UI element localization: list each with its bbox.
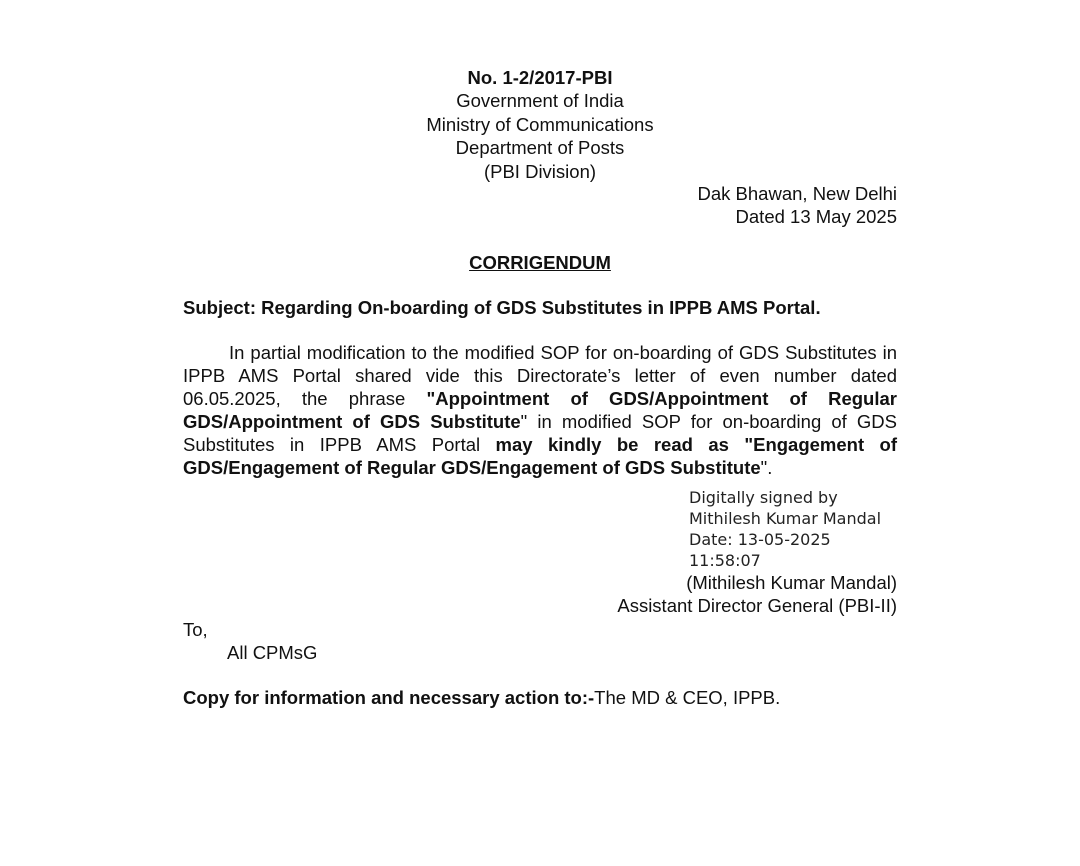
new-phrase: may kindly be read as "Engagement of GDS/Engagement of Regular GDS/Engagement of GDS Substitute	[183, 433, 897, 478]
signature-line-4: 11:58:07	[689, 551, 761, 570]
signatory-name: (Mithilesh Kumar Mandal)	[686, 572, 897, 593]
department-line: Department of Posts	[455, 137, 625, 159]
body-text-part2: " in modified SOP for on-boarding of GDS Substitutes in IPPB AMS Portal	[183, 410, 897, 455]
reference-number: No. 1-2/2017-PBI	[467, 67, 613, 88]
body-text-part3: ".	[760, 456, 773, 478]
old-phrase: "Appointment of GDS/Appointment of Regular GDS/Appointment of GDS Substitute	[183, 387, 897, 432]
signatory-designation: Assistant Director General (PBI-II)	[617, 595, 897, 617]
place-date-block	[698, 182, 897, 229]
copy-to-label: Copy for information and necessary action to:-	[183, 687, 595, 708]
recipient-line: All CPMsG	[227, 642, 318, 663]
signatory-block	[617, 571, 897, 618]
date-line: Dated 13 May 2025	[735, 206, 897, 228]
copy-to-line	[183, 686, 780, 709]
document-title: CORRIGENDUM	[469, 252, 611, 273]
body-text-part1: In partial modification to the modified SOP for on-boarding of GDS Substitutes in IPPB AMS Portal shared vide this Directorate’s letter of even number dated 06.05.2025, the phrase	[183, 342, 897, 409]
ministry-line: Ministry of Communications	[426, 113, 654, 135]
copy-to-recipient: The MD & CEO, IPPB.	[594, 687, 781, 708]
government-line: Government of India	[456, 90, 624, 112]
division-line: (PBI Division)	[483, 160, 597, 182]
signature-line-1: Digitally signed by	[689, 488, 838, 507]
subject-line: Subject: Regarding On-boarding of GDS Substitutes in IPPB AMS Portal.	[183, 297, 821, 318]
signature-line-3: Date: 13-05-2025	[689, 530, 831, 549]
body-paragraph	[183, 342, 897, 479]
signature-line-2: Mithilesh Kumar Mandal	[689, 509, 882, 528]
digital-signature-stamp	[689, 487, 881, 571]
place-line: Dak Bhawan, New Delhi	[697, 183, 897, 204]
letter-header	[0, 66, 1080, 183]
addressee-block	[183, 618, 317, 664]
to-label: To,	[183, 619, 208, 640]
